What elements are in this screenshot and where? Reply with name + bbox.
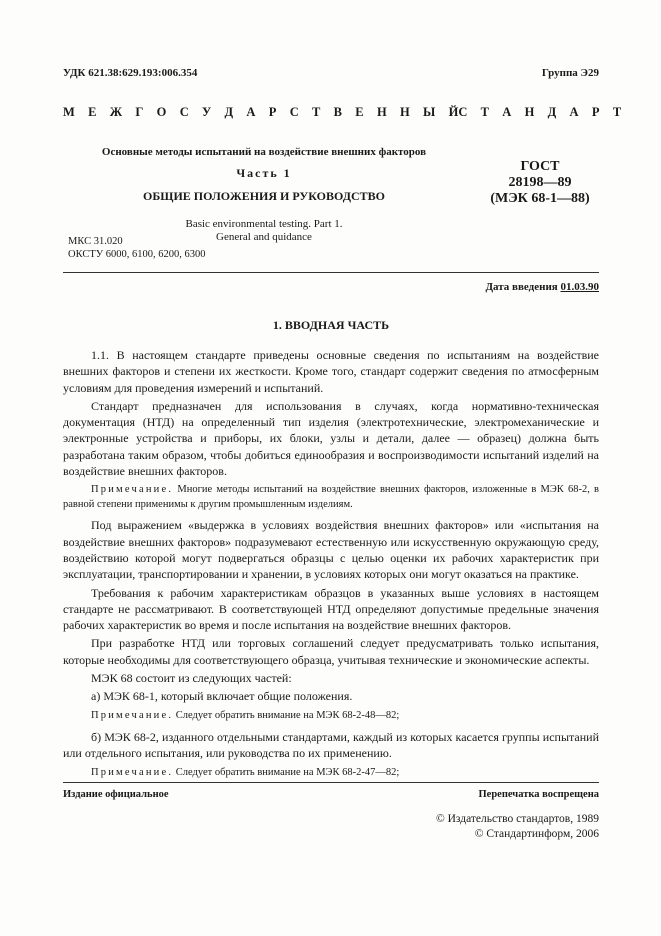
paragraph: 1.1. В настоящем стандарте приведены основные сведения по испытаниям на воздействие внешних факторов и степени их жесткости. Кроме того, стандарт содержит сведения по атмосферным условиям для проведения измерений и испытаний. xyxy=(63,348,599,395)
banner-letter: Т xyxy=(480,105,489,119)
title-english-line2: General and quidance xyxy=(216,231,312,243)
note-text: Многие методы испытаний на воздействие внешних факторов, изложенные в МЭК 68-2, в равной степени применимы к другим промышленным изделиям. xyxy=(63,484,599,510)
udk-code: УДК 621.38:629.193:006.354 xyxy=(63,67,198,79)
note xyxy=(63,766,599,781)
banner-letter: М xyxy=(63,105,75,119)
title-english-line1: Basic environmental testing. Part 1. xyxy=(185,218,343,230)
banner-letter: Т xyxy=(312,105,321,119)
banner-letter: С xyxy=(179,105,189,119)
copyright-line1: © Издательство стандартов, 1989 xyxy=(435,813,599,825)
note-text: Следует обратить внимание на МЭК 68-2-48—82; xyxy=(173,709,400,721)
mks-code: МКС 31.020 xyxy=(68,236,123,247)
paragraph: МЭК 68 состоит из следующих частей: xyxy=(91,671,292,686)
banner-letter: Н xyxy=(376,105,387,119)
note-label: Примечание. xyxy=(91,709,174,721)
title-main: ОБЩИЕ ПОЛОЖЕНИЯ И РУКОВОДСТВО xyxy=(143,189,385,203)
banner-letter: Д xyxy=(547,105,557,119)
banner-letter: А xyxy=(569,105,579,119)
standard-banner xyxy=(63,105,622,120)
section-title: 1. ВВОДНАЯ ЧАСТЬ xyxy=(272,318,390,332)
note-text: Следует обратить внимание на МЭК 68-2-47—82; xyxy=(173,766,400,778)
banner-letter: Д xyxy=(224,105,234,119)
banner-word-interstate xyxy=(63,105,458,120)
banner-letter: У xyxy=(202,105,212,119)
official-edition: Издание официальное xyxy=(63,789,169,800)
banner-letter: Н xyxy=(399,105,410,119)
group-code: Группа Э29 xyxy=(541,67,599,79)
banner-letter: Е xyxy=(88,105,97,119)
paragraph: б) МЭК 68-2, изданного отдельными стандартами, каждый из которых касается группы испытаний или отдельного испытания, или руководства по их применению. xyxy=(63,730,599,761)
banner-word-standard xyxy=(458,105,621,120)
banner-letter: Т xyxy=(612,105,622,119)
banner-letter: А xyxy=(246,105,256,119)
note xyxy=(63,709,599,724)
title-part: Часть 1 xyxy=(236,166,292,180)
banner-letter: Ы xyxy=(423,105,436,119)
banner-letter: С xyxy=(289,105,299,119)
divider-top xyxy=(63,272,599,273)
banner-letter: С xyxy=(458,105,468,119)
classification-codes xyxy=(68,236,206,261)
banner-letter: Н xyxy=(524,105,535,119)
iec-number: (МЭК 68-1—88) xyxy=(490,191,590,206)
paragraph: При разработке НТД или торговых соглашений следует предусматривать только испытания, которые необходимы для соответствующего образца, учитывая технические и экономические аспекты. xyxy=(63,636,599,667)
banner-letter: Р xyxy=(268,105,277,119)
banner-letter: Й xyxy=(448,105,459,119)
banner-letter: Р xyxy=(591,105,600,119)
effective-date-value: 01.03.90 xyxy=(560,281,599,293)
gost-label: ГОСТ xyxy=(520,159,560,174)
banner-letter: Г xyxy=(135,105,144,119)
body-text xyxy=(63,347,599,786)
banner-letter: В xyxy=(333,105,342,119)
gost-number: 28198—89 xyxy=(508,175,572,190)
effective-date-label: Дата введения xyxy=(485,281,558,293)
paragraph: Под выражением «выдержка в условиях воздействия внешних факторов» или «испытания на воздействие внешних факторов» подразумевают естественную или искусственную окружающую среду, воздействию которой могут подвергаться образцы с целью оценки их рабочих характеристик при эксплуатации, транспортировании и хранении, в условиях которых они могут оказаться на практике. xyxy=(63,518,599,582)
paragraph: Требования к рабочим характеристикам образцов в указанных выше условиях в настоящем стандарте не рассматривают. В соответствующей НТД определяют допустимые предельные значения рабочих характеристик во время и после испытания на воздействие внешних факторов. xyxy=(63,585,599,633)
banner-letter: А xyxy=(502,105,512,119)
note xyxy=(63,483,599,512)
note-label: Примечание. xyxy=(91,484,174,496)
note-label: Примечание. xyxy=(91,766,174,778)
banner-letter: Е xyxy=(355,105,364,119)
title-subject: Основные методы испытаний на воздействие внешних факторов xyxy=(101,146,427,158)
gost-designation xyxy=(470,159,610,207)
banner-letter: О xyxy=(156,105,167,119)
copyright-line2: © Стандартинформ, 2006 xyxy=(474,827,599,840)
paragraph: Стандарт предназначен для использования в случаях, когда нормативно-техническая документация (НТД) на определенный тип изделия (электротехнические, электромеханические и электронные устройства и приборы, их блоки, узлы и детали, далее — образец) должна быть разработана таким образом, чтобы добиться единообразия и воспроизводимости испытаний изделий на воздействие внешних факторов. xyxy=(63,398,599,479)
okstu-code: ОКСТУ 6000, 6100, 6200, 6300 xyxy=(68,248,206,260)
effective-date xyxy=(485,281,599,293)
divider-bottom xyxy=(63,782,599,783)
reprint-prohibited: Перепечатка воспрещена xyxy=(478,789,599,800)
copyright xyxy=(436,812,599,841)
paragraph: а) МЭК 68-1, который включает общие положения. xyxy=(91,689,353,704)
title-block xyxy=(64,146,464,244)
banner-letter: Ж xyxy=(109,105,123,119)
